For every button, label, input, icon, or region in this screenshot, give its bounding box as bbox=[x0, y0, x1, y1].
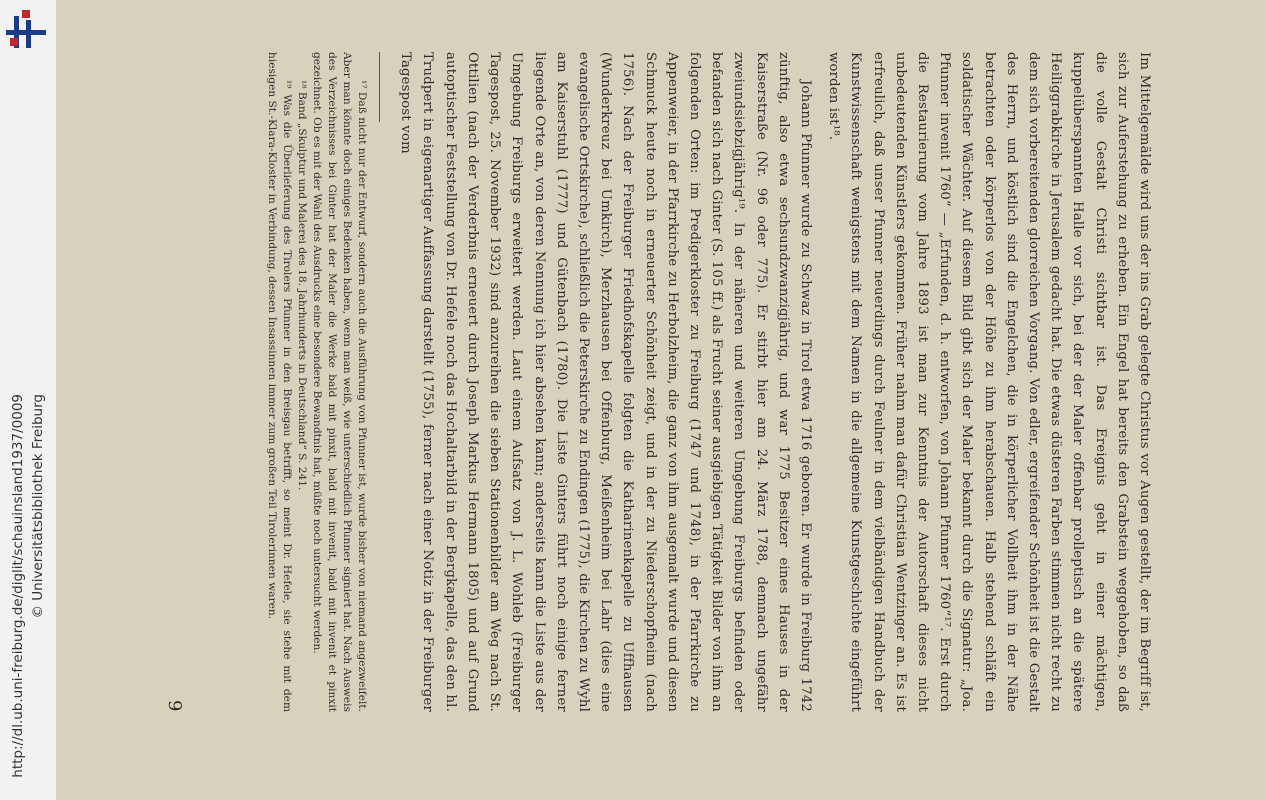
copyright-text: © Universitätsbibliothek Freiburg bbox=[30, 394, 46, 619]
page-content bbox=[264, 52, 1155, 712]
paragraph-1: Im Mittelgemälde wird uns der ins Grab gelegte Christus vor Augen gestellt, der im Begriff ist, sich zur Auferstehung zu erheben. Ein Engel hat bereits den Grabstein weggehoben, so daß die volle Gestalt Christi sichtbar ist. Das Ereignis geht in einer mächtigen, kuppelüberspannten Halle vor sich, bei der der Maler offenbar prolleptisch an die spätere Heiliggrabkirche in Jerusalem gedacht hat. Die etwas düsteren Farben stimmen nicht recht zu dem sich vorbereitenden glorreichen Vorgang. Von edler, ergreifender Schönheit ist die Gestalt des Herrn, und köstlich sind die Engelchen, die in körperlicher Vollheit ihm in der Nähe betrachten oder körperlos von der Höhe zu ihm herabschauen. Halb stehend schläft ein soldatischer Wächter. Auf diesem Bild gibt sich der Maler bekannt durch die Signatur: „Joa. Pfunner invenit 1760“ — „Erfunden, d. h. entworfen, von Johann Pfunner 1760“¹⁷. Erst durch die Restaurierung vom Jahre 1893 ist man zur Kenntnis der Autorschaft dieses nicht unbedeutenden Künstlers gekommen. Früher nahm man dafür Christian Wentzinger an. Es ist erfreulich, daß unser Pfunner neuerdings durch Feulner in dem vielbändigen Handbuch der Kunstwissenschaft wenigstens mit dem Namen in die allgemeine Kunstgeschichte eingeführt worden ist¹⁸. bbox=[826, 52, 1152, 712]
sidebar-caption bbox=[0, 0, 56, 800]
footnote-19: ¹⁹ Was die Überlieferung des Tirolers Pfunner in den Breisgau betrifft, so meint Dr. Hefele, sie stehe mit dem hiesigen St.-Klara-Kloster in Verbindung, dessen Insassinnen immer zum großen Teil Tirolerinnen waren. bbox=[266, 52, 294, 712]
viewer-sidebar bbox=[0, 0, 56, 800]
footnote-divider bbox=[379, 52, 380, 122]
source-url-link[interactable]: http://dl.ub.uni-freiburg.de/diglit/schauinsland1937/0009 bbox=[10, 394, 26, 778]
page-number: 9 bbox=[164, 700, 185, 712]
paragraph-2: Johann Pfunner wurde zu Schwaz in Tirol etwa 1716 geboren. Er wurde in Freiburg 1742 zünftig, also etwa sechsundzwanzigjährig, und war 1775 Besitzer eines Hauses in der Kaiserstraße (Nr. 96 oder 775). Er stirbt hier am 24. März 1788, demnach ungefähr zweiundsiebzigjährig¹⁹. In der näheren und weiteren Umgebung Freiburgs befinden oder befanden sich nach Ginter (S. 105 ff.) als Frucht seiner ausgiebigen Tätigkeit Bilder von ihm an folgenden Orten: im Predigerkloster zu Freiburg (1747 und 1748), in der Pfarrkirche zu Appenweier, in der Pfarrkirche zu Herbolzheim, die ganz von ihm ausgemalt wurde und diesen Schmuck heute noch in erneuerter Schönheit zeigt, und in der zu Niederschopfheim (nach 1756). Nach der Freiburger Friedhofskapelle folgten die Katharinenkapelle zu Uffhausen (Wunderkreuz bei Umkirch), Merzhausen bei Offenburg, Meißenheim bei Lahr (dies eine evangelische Ortskirche), schließlich die Peterskirche zu Endingen (1775), die Kirchen zu Wyhl am Kaiserstuhl (1777) und Gütenbach (1780). Die Liste Ginters führt noch einige ferner liegende Orte an, von deren Nennung ich hier absehen kann; anderseits kann die Liste aus der Umgebung Freiburgs erweitert werden. Laut einem Aufsatz von J. L. Wohleb (Freiburger Tagespost, 25. November 1932) sind anzureihen die sieben Stationenbilder am Weg nach St. Ottilien (nach der Verderbnis erneuert durch Joseph Markus Hermann 1805) und auf Grund autoptischer Feststellung von Dr. Hefele noch das Hochaltarbild in der Bergkapelle, das den hl. Trudpert in eigenartiger Auffassung darstellt (1755), ferner nach einer Notiz in der Freiburger Tagespost vom bbox=[398, 52, 813, 712]
footnote-18: ¹⁸ Band „Skulptur und Malerei des 18. Jahrhunderts in Deutschland“ S. 241. bbox=[296, 80, 309, 491]
scanned-page-viewport bbox=[56, 0, 1265, 800]
rotated-page bbox=[56, 0, 1265, 800]
footnote-17: ¹⁷ Daß nicht nur der Entwurf, sondern auch die Ausführung von Pfunner ist, wurde bisher von niemand angezweifelt. Aber man könnte doch einiges Bedenken haben, wenn man weiß, wie unterschiedlich Pfunner signiert hat. Nach Ausweis des Verzeichnisses bei Ginter hat der Maler die Werke bald mit pinxit, bald mit invenit, bald mit invenit et pinxit gezeichnet. Ob es mit der Wahl des Ausdrucks eine besondere Bewandtnis hat, müßte noch untersucht werden. bbox=[311, 52, 369, 712]
